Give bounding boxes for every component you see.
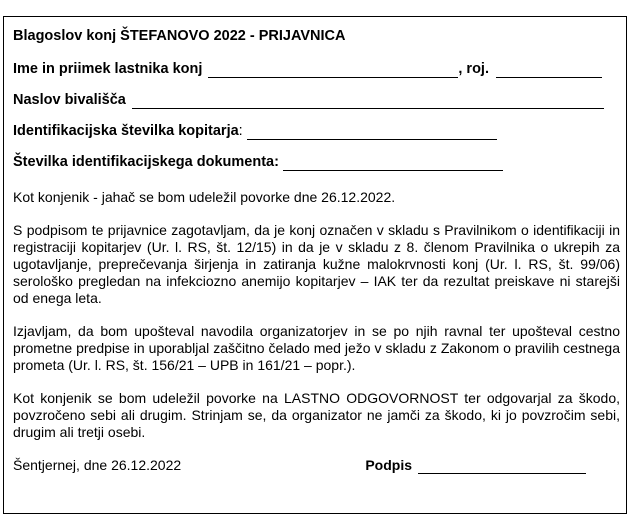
identification-statement: S podpisom te prijavnice zagotavljam, da je konj označen v skladu s Pravilnikom o identifikaciji in registraciji kopitarjev (Ur. l. RS, št. 12/15) in da je v skladu z 8. členom Pravilnika o ukrepih za ugotavljanje, preprečevanja širjenja in zatiranja kužne malokrvnosti konj (Ur. l. RS, št. 99/06) serološko pregledan na infekciozno anemijo kopitarjev – IAK ter da rezultat preiskave ni starejši od enega leta. [13,222,620,306]
horse-id-colon: : [238,123,243,139]
liability-statement: Kot konjenik se bom udeležil povorke na LASTNO ODGOVORNOST ter odgovarjal za škodo, povzročeno sebi ali drugim. Strinjam se, da organizator ne jamči za škodo, ki jo povzročim sebi, drugim ali tretji osebi. [13,390,620,440]
horse-id-field [13,123,621,140]
rider-statement: Kot konjenik - jahač se bom udeležil povorke dne 26.12.2022. [13,189,396,205]
horse-id-input-line[interactable] [247,125,497,140]
document-id-field [13,154,621,171]
rules-statement: Izjavljam, da bom upošteval navodila organizatorjev in se po njih ravnal ter upošteval cestno prometne predpise in uporabljal zaščitno čelado med ježo v skladu z Zakonom o pravilih cestnega prometa (Ur. l. RS, št. 156/21 – UPB in 161/21 – popr.). [13,323,620,373]
year-input-line[interactable] [496,63,602,78]
owner-input-line[interactable] [208,63,458,78]
owner-label: Ime in priimek lastnika konj [13,61,203,77]
signature-line[interactable] [418,459,586,474]
signature-label: Podpis [365,457,412,473]
application-form [13,28,621,474]
year-label: , roj. [458,61,489,77]
address-field [13,92,621,109]
owner-field [13,61,621,78]
address-label: Naslov bivališča [13,92,126,108]
place-date: Šentjernej, dne 26.12.2022 [13,457,182,473]
horse-id-label: Identifikacijska številka kopitarja [13,123,239,139]
signature-row [13,457,621,474]
document-id-input-line[interactable] [283,156,503,171]
form-title: Blagoslov konj ŠTEFANOVO 2022 - PRIJAVNICA [13,28,346,44]
address-input-line[interactable] [132,94,604,109]
document-id-label: Številka identifikacijskega dokumenta: [13,154,279,170]
